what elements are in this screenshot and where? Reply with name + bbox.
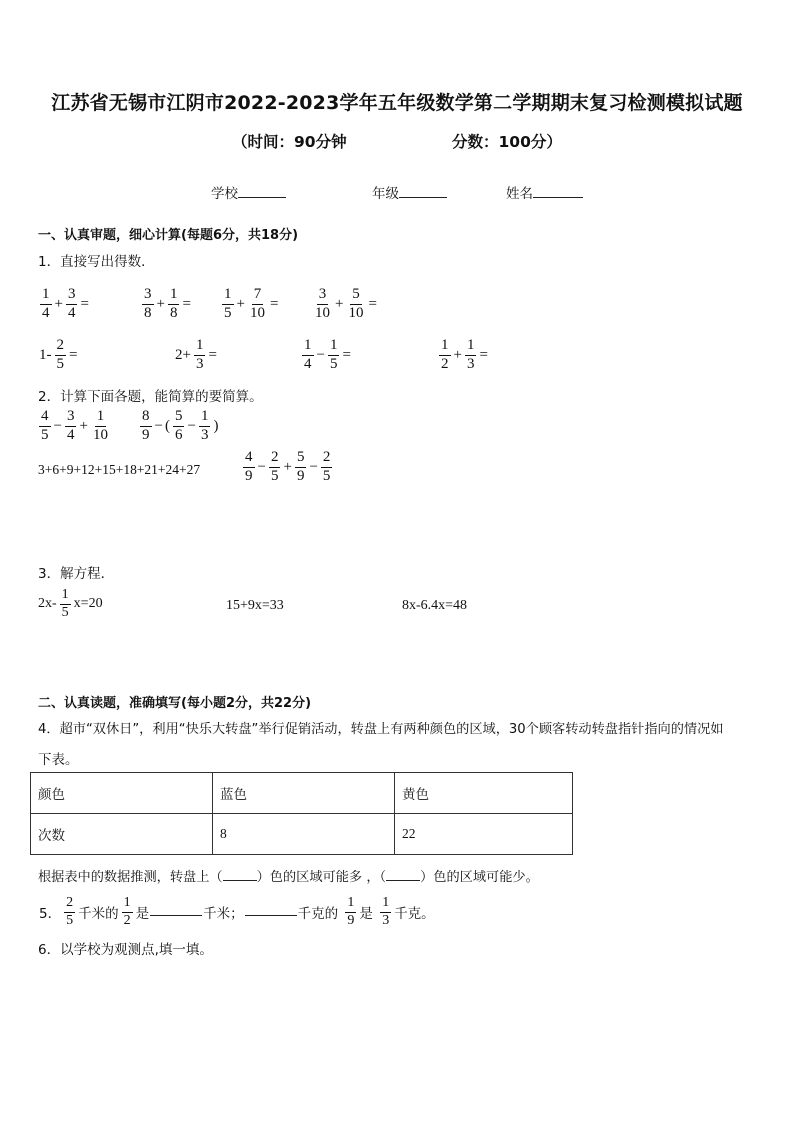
section-1-heading: 一、认真审题，细心计算(每题6分，共18分) <box>38 228 299 243</box>
numerator: 2 <box>321 450 333 468</box>
numerator: 3 <box>142 287 154 305</box>
question-4-text-line-2: 下表。 <box>38 752 79 768</box>
numerator: 5 <box>295 450 307 468</box>
math-text: − <box>257 458 266 475</box>
math-text: − <box>187 417 196 434</box>
denominator: 9 <box>142 426 150 443</box>
math-text: 是 <box>359 906 373 923</box>
name-label: 姓名 <box>506 186 533 202</box>
answer-blank <box>245 915 297 916</box>
denominator: 3 <box>466 355 475 372</box>
table-cell: 8 <box>213 814 395 855</box>
numerator: 5 <box>173 409 185 427</box>
denominator: 10 <box>348 304 364 321</box>
denominator: 5 <box>224 304 232 321</box>
math-text: = <box>479 346 488 363</box>
q1-item-8 <box>437 338 489 373</box>
q2-item-3: 3+6+9+12+15+18+21+24+27 <box>38 462 201 477</box>
school-blank <box>238 197 286 198</box>
denominator: 8 <box>169 304 178 321</box>
denominator: 8 <box>144 304 152 321</box>
math-text: = <box>69 346 78 363</box>
q1-item-5 <box>38 338 78 373</box>
fraction <box>321 450 333 485</box>
math-text: + <box>156 295 165 312</box>
section-2-heading: 二、认真读题，准确填写(每小题2分，共22分) <box>38 696 312 711</box>
time-info: （时间：90分钟 <box>232 133 347 151</box>
fraction <box>64 896 75 928</box>
table-row <box>31 814 573 855</box>
fraction <box>380 896 391 928</box>
numerator: 1 <box>465 338 477 356</box>
name-blank <box>533 197 583 198</box>
table-cell: 次数 <box>31 814 213 855</box>
fraction <box>302 338 314 373</box>
fraction <box>269 450 281 485</box>
math-text: ) <box>213 417 219 434</box>
numerator: 4 <box>243 450 255 468</box>
denominator: 5 <box>329 355 338 372</box>
denominator: 5 <box>61 604 69 620</box>
fraction <box>55 338 67 373</box>
school-field <box>211 182 286 202</box>
fraction <box>66 287 78 322</box>
math-text: 2x- <box>38 596 57 612</box>
numerator: 7 <box>252 287 264 305</box>
math-text: = <box>208 346 217 363</box>
answer-blank <box>223 880 257 881</box>
numerator: 1 <box>122 896 133 913</box>
numerator: 1 <box>302 338 314 356</box>
numerator: 2 <box>64 896 75 913</box>
name-field <box>506 182 583 202</box>
fraction <box>346 287 365 322</box>
fraction <box>65 409 77 444</box>
math-text: 1- <box>39 346 52 363</box>
math-text: = <box>368 295 377 312</box>
math-text: x=20 <box>73 596 103 612</box>
grade-field <box>372 182 447 202</box>
numerator: 2 <box>269 450 281 468</box>
numerator: 8 <box>140 409 152 427</box>
math-text: + <box>283 458 292 475</box>
q2-item-1 <box>37 409 112 444</box>
denominator: 3 <box>200 426 209 443</box>
table-cell: 蓝色 <box>213 773 395 814</box>
table-cell: 22 <box>395 814 573 855</box>
math-text: 2+ <box>175 346 191 363</box>
denominator: 4 <box>304 355 312 372</box>
numerator: 1 <box>199 409 211 427</box>
denominator: 5 <box>66 912 74 928</box>
q3-equation-1 <box>37 588 104 620</box>
denominator: 5 <box>41 426 49 443</box>
q3-equation-3: 8x-6.4x=48 <box>402 598 468 613</box>
q3-equation-2: 15+9x=33 <box>226 598 284 613</box>
score-info: 分数：100分） <box>452 133 562 151</box>
denominator: 10 <box>315 304 330 321</box>
question-2-label: 2．计算下面各题，能简算的要简算。 <box>38 389 263 405</box>
numerator: 1 <box>95 409 107 427</box>
fraction <box>465 338 477 373</box>
denominator: 4 <box>42 304 50 321</box>
math-text: − <box>316 346 325 363</box>
grade-label: 年级 <box>372 186 399 202</box>
table-cell: 颜色 <box>31 773 213 814</box>
question-6-label: 6．以学校为观测点,填一填。 <box>38 942 213 958</box>
denominator: 10 <box>92 426 108 443</box>
math-text: + <box>54 295 63 312</box>
fraction <box>439 338 451 373</box>
math-text: = <box>342 346 351 363</box>
numerator: 1 <box>328 338 340 356</box>
math-text: 是 <box>135 906 150 923</box>
numerator: 4 <box>39 409 51 427</box>
fraction <box>173 409 185 444</box>
denominator: 4 <box>67 304 76 321</box>
math-text: 千克。 <box>394 906 435 923</box>
numerator: 1 <box>168 287 180 305</box>
fraction <box>194 338 206 373</box>
fraction <box>168 287 180 322</box>
denominator: 9 <box>296 467 305 484</box>
denominator: 4 <box>66 426 75 443</box>
denominator: 6 <box>174 426 183 443</box>
fraction <box>313 287 332 322</box>
question-3-label: 3．解方程． <box>38 566 115 582</box>
numerator: 3 <box>317 287 329 305</box>
numerator: 1 <box>222 287 234 305</box>
denominator: 2 <box>123 912 131 928</box>
numerator: 1 <box>60 588 71 605</box>
question-1-label: 1．直接写出得数． <box>38 254 155 270</box>
math-text: − <box>309 458 318 475</box>
numerator: 1 <box>194 338 206 356</box>
numerator: 1 <box>380 896 391 913</box>
denominator: 10 <box>249 304 265 321</box>
numerator: 1 <box>345 896 356 913</box>
fraction <box>328 338 340 373</box>
q1-item-1 <box>38 287 90 322</box>
q1-item-6 <box>174 338 218 373</box>
page-title: 江苏省无锡市江阴市2022-2023学年五年级数学第二学期期末复习检测模拟试题 <box>51 92 743 114</box>
fraction <box>91 409 110 444</box>
math-text: − <box>154 417 163 434</box>
denominator: 2 <box>441 355 449 372</box>
fraction <box>248 287 267 322</box>
denominator: 3 <box>195 355 204 372</box>
table-cell: 黄色 <box>395 773 573 814</box>
numerator: 5 <box>350 287 362 305</box>
grade-blank <box>399 197 447 198</box>
fraction <box>243 450 255 485</box>
q1-item-7 <box>300 338 352 373</box>
numerator: 2 <box>55 338 67 356</box>
math-text: 千米的 <box>78 906 119 923</box>
q1-item-2 <box>140 287 192 322</box>
numerator: 1 <box>439 338 451 356</box>
denominator: 3 <box>382 912 390 928</box>
fraction <box>140 409 152 444</box>
q2-item-2 <box>138 409 219 444</box>
fraction <box>122 896 133 928</box>
fraction <box>39 409 51 444</box>
fraction <box>60 588 71 620</box>
q4-followup: 根据表中的数据推测，转盘上（ ）色的区域可能多 ，（ ）色的区域可能少。 <box>38 870 539 885</box>
numerator: 1 <box>40 287 52 305</box>
question-5 <box>38 896 436 928</box>
math-text: + <box>335 295 344 312</box>
denominator: 5 <box>56 355 64 372</box>
question-4-text-line-1: 4．超市“双休日”，利用“快乐大转盘”举行促销活动，转盘上有两种颜色的区域，30个顾客转动转盘指针指向的情况如 <box>38 722 724 737</box>
fraction <box>40 287 52 322</box>
math-text: 千米； <box>203 906 244 923</box>
numerator: 3 <box>65 409 77 427</box>
fraction <box>295 450 307 485</box>
denominator: 9 <box>347 912 355 928</box>
q4-table <box>30 772 573 855</box>
math-text: + <box>236 295 245 312</box>
denominator: 5 <box>270 467 279 484</box>
math-text: 千克的 <box>297 906 339 923</box>
q1-item-3 <box>220 287 279 322</box>
numerator: 3 <box>66 287 78 305</box>
table-row <box>31 773 573 814</box>
denominator: 9 <box>245 467 253 484</box>
fraction <box>345 896 356 928</box>
math-text: + <box>453 346 462 363</box>
denominator: 5 <box>322 467 331 484</box>
math-text: = <box>80 295 89 312</box>
school-label: 学校 <box>211 186 238 202</box>
math-text: = <box>182 295 191 312</box>
answer-blank <box>386 880 420 881</box>
q1-item-4 <box>311 287 378 322</box>
fraction <box>199 409 211 444</box>
math-text: ( <box>164 417 170 434</box>
q2-item-4 <box>241 450 334 485</box>
math-text: + <box>79 417 88 434</box>
fraction <box>222 287 234 322</box>
answer-blank <box>150 915 202 916</box>
math-text: 5． <box>39 906 62 923</box>
math-text: − <box>53 417 62 434</box>
math-text: = <box>269 295 279 312</box>
fraction <box>142 287 154 322</box>
